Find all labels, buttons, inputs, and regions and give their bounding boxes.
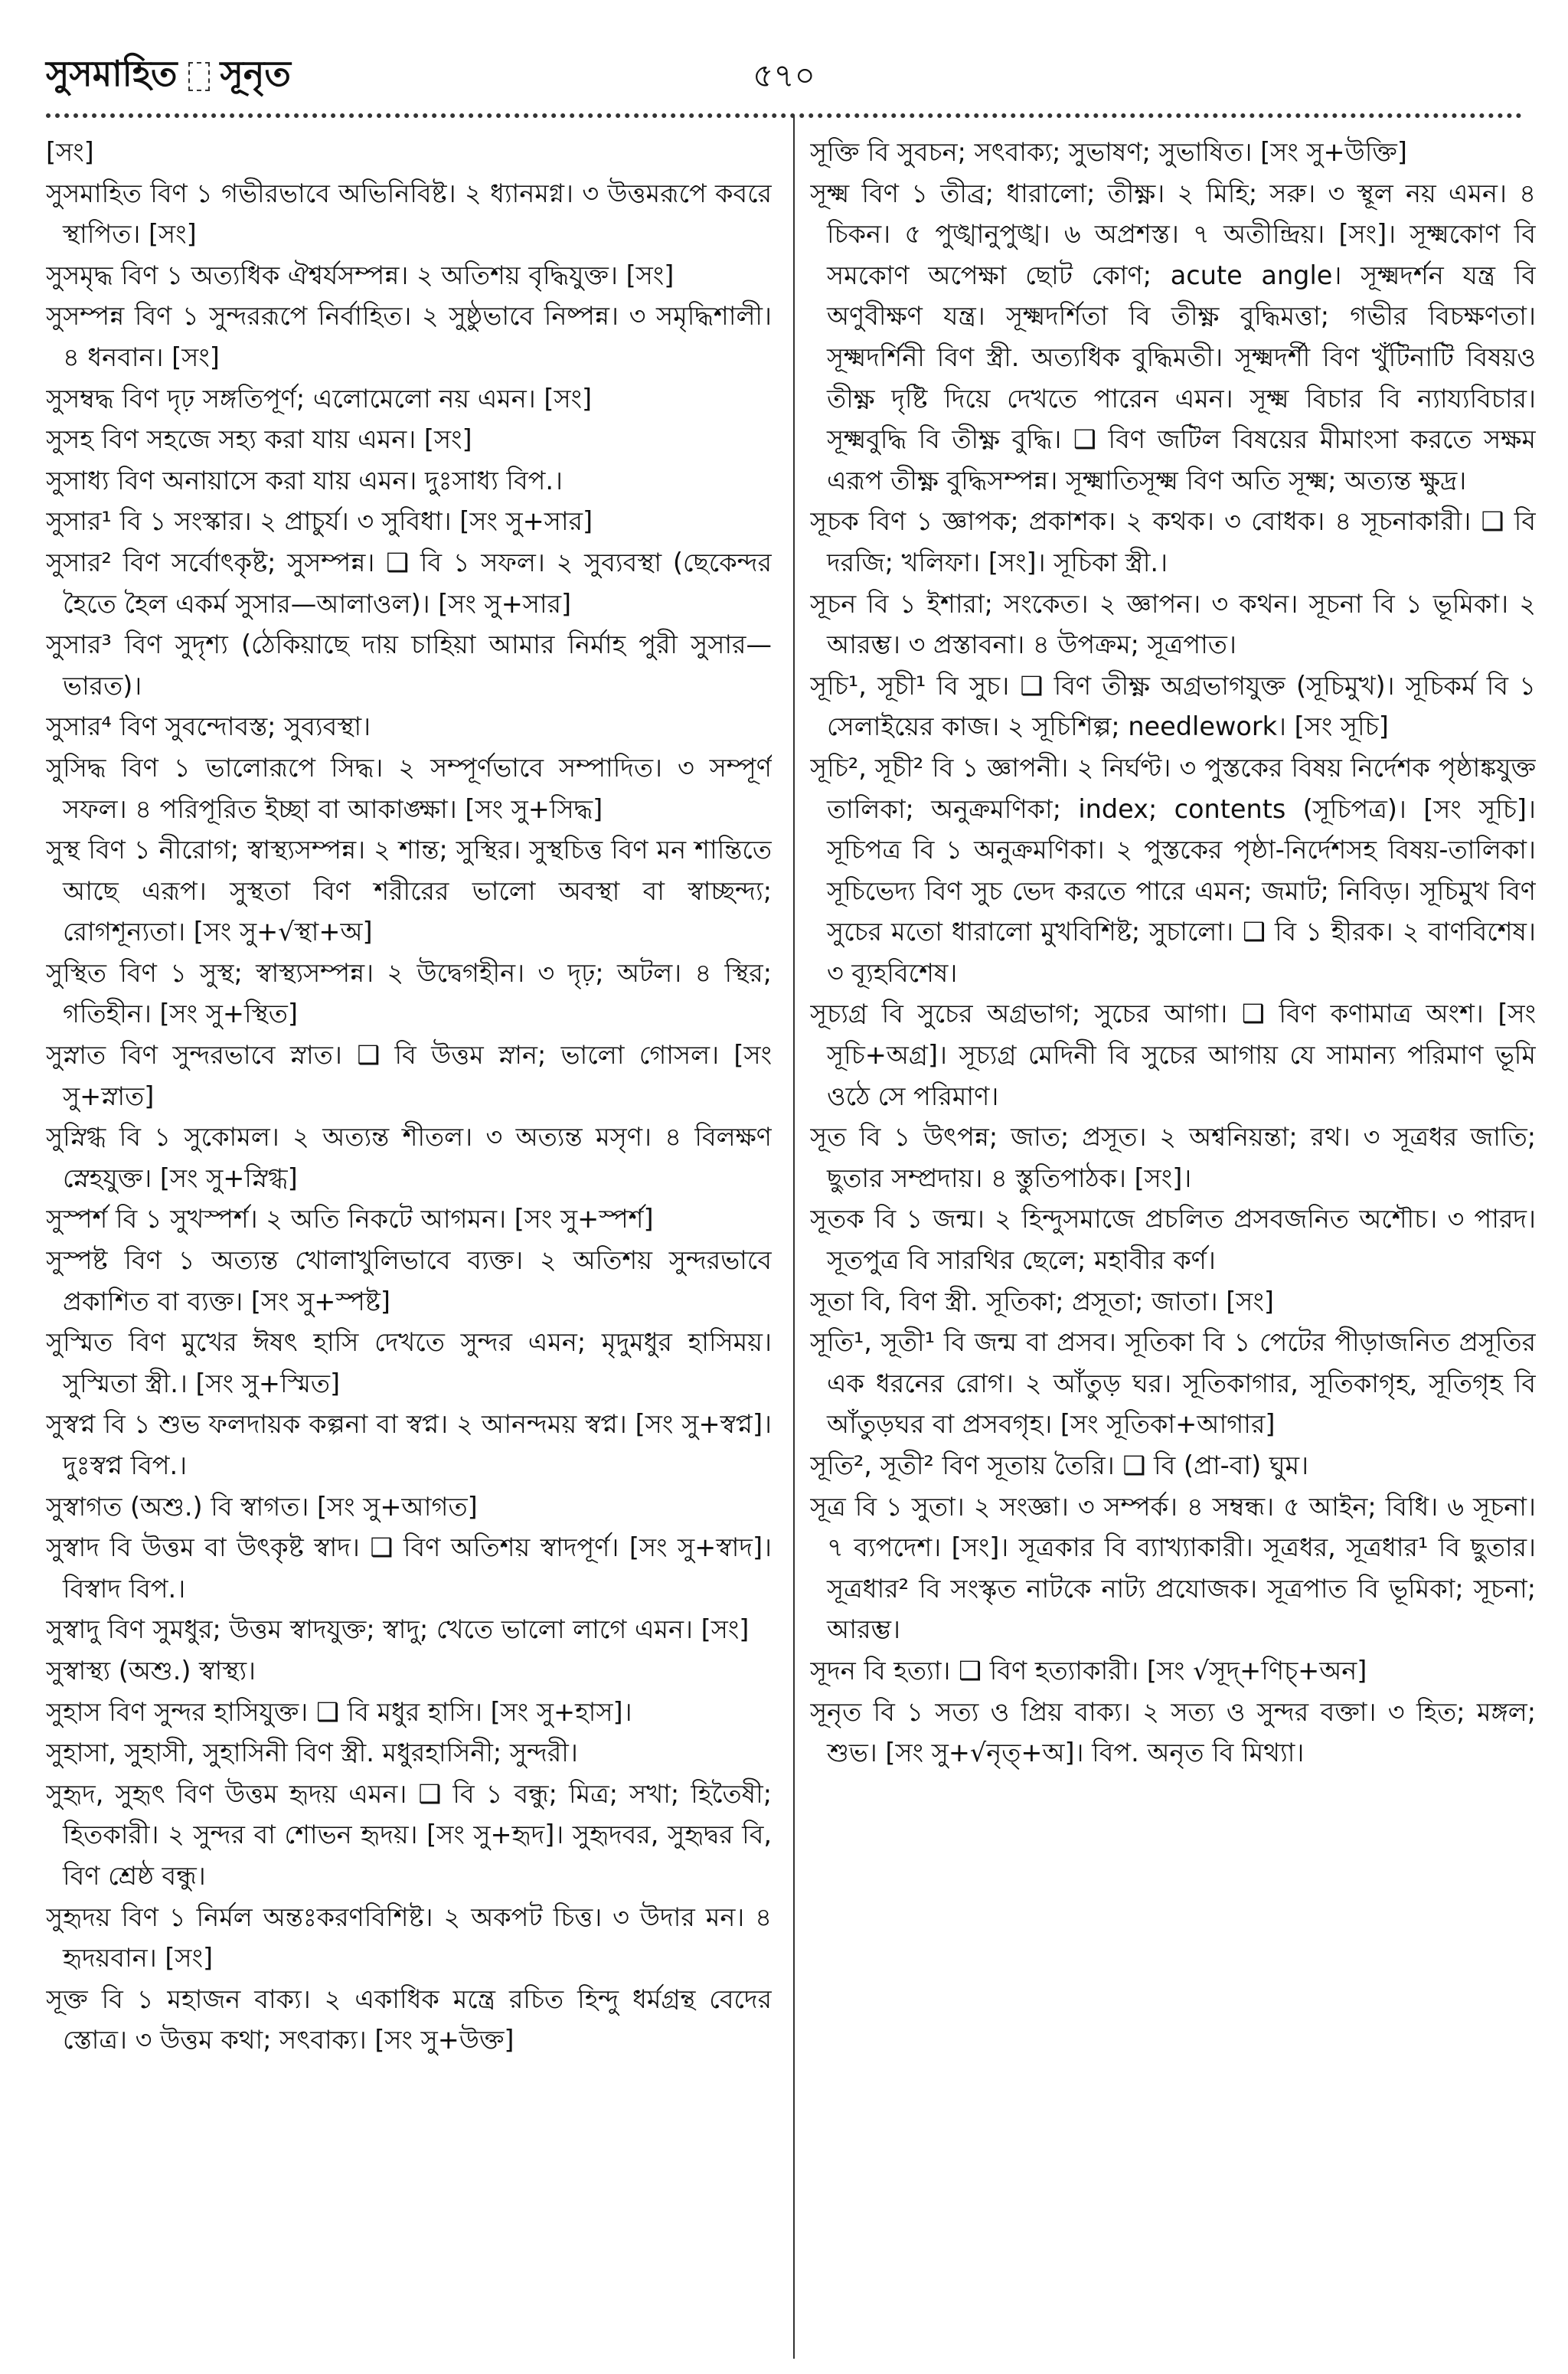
dictionary-entry: সুহৃদ, সুহৃৎ বিণ উত্তম হৃদয় এমন। ❑ বি ১ বন্ধু; মিত্র; সখা; হিতৈষী; হিতকারী। ২ সুন্দর বা শোভন হৃদয়। [সং সু+হৃদ]। সুহৃদবর, সুহৃদ্বর বি, বিণ শ্রেষ্ঠ বন্ধু। xyxy=(46,1778,772,1891)
dictionary-entry: সুস্বাগত (অশু.) বি স্বাগত। [সং সু+আগত] xyxy=(46,1491,478,1522)
dictionary-entry: সূচ্যগ্র বি সুচের অগ্রভাগ; সুচের আগা। ❑ বিণ কণামাত্র অংশ। [সং সূচি+অগ্র]। সূচ্যগ্র মেদিনী বি সুচের আগায় যে সামান্য পরিমাণ ভূমি ওঠে সে পরিমাণ। xyxy=(810,999,1536,1111)
page-header xyxy=(46,25,1522,101)
page-number: ৫৭০ xyxy=(753,57,815,94)
dictionary-entry: সুহৃদয় বিণ ১ নির্মল অন্তঃকরণবিশিষ্ট। ২ অকপট চিত্ত। ৩ উদার মন। ৪ হৃদয়বান। [সং] xyxy=(46,1901,772,1973)
dictionary-entry: সুস্বাস্থ্য (অশু.) স্বাস্থ্য। xyxy=(46,1655,256,1686)
guide-word-first: সুসমাহিত xyxy=(46,53,178,94)
dictionary-entry: সুস্নিগ্ধ বি ১ সুকোমল। ২ অত্যন্ত শীতল। ৩ অত্যন্ত মসৃণ। ৪ বিলক্ষণ স্নেহযুক্ত। [সং সু+স্নিগ্ধ] xyxy=(46,1122,772,1193)
dictionary-entry: সুসমৃদ্ধ বিণ ১ অত্যধিক ঐশ্বর্যসম্পন্ন। ২ অতিশয় বৃদ্ধিযুক্ত। [সং] xyxy=(46,260,675,290)
dictionary-entry: সুস্বাদ বি উত্তম বা উৎকৃষ্ট স্বাদ। ❑ বিণ অতিশয় স্বাদপূর্ণ। [সং সু+স্বাদ]। বিস্বাদ বিপ.। xyxy=(46,1532,772,1604)
dictionary-entry: সূত্র বি ১ সুতা। ২ সংজ্ঞা। ৩ সম্পর্ক। ৪ সম্বন্ধ। ৫ আইন; বিধি। ৬ সূচনা। ৭ ব্যপদেশ। [সং]। সূত্রকার বি ব্যাখ্যাকারী। সূত্রধর, সূত্রধার¹ বি ছুতার। সূত্রধার² বি সংস্কৃত নাটকে নাট্য প্রযোজক। সূত্রপাত বি ভূমিকা; সূচনা; আরম্ভ। xyxy=(810,1491,1536,1645)
dictionary-entry: সুসহ বিণ সহজে সহ্য করা যায় এমন। [সং] xyxy=(46,424,472,455)
dictionary-entry: সূতি¹, সূতী¹ বি জন্ম বা প্রসব। সূতিকা বি ১ পেটের পীড়াজনিত প্রসূতির এক ধরনের রোগ। ২ আঁতুড় ঘর। সূতিকাগার, সূতিকাগৃহ, সূতিগৃহ বি আঁতুড়ঘর বা প্রসবগৃহ। [সং সূতিকা+আগার] xyxy=(810,1327,1536,1440)
dictionary-entry: সুসার³ বিণ সুদৃশ্য (ঠেকিয়াছে দায় চাহিয়া আমার নির্মাহ পুরী সুসার—ভারত)। xyxy=(46,629,772,701)
dictionary-entry: সুস্পষ্ট বিণ ১ অত্যন্ত খোলাখুলিভাবে ব্যক্ত। ২ অতিশয় সুন্দরভাবে প্রকাশিত বা ব্যক্ত। [সং সু+স্পষ্ট] xyxy=(46,1245,772,1316)
dictionary-entry: সূতা বি, বিণ স্ত্রী. সূতিকা; প্রসূতা; জাতা। [সং] xyxy=(810,1286,1274,1316)
dictionary-entry: সূত বি ১ উৎপন্ন; জাত; প্রসূত। ২ অশ্বনিয়ন্তা; রথ। ৩ সূত্রধর জাতি; ছুতার সম্প্রদায়। ৪ স্তুতিপাঠক। [সং]। xyxy=(810,1122,1536,1193)
dictionary-entry: সুসম্বদ্ধ বিণ দৃঢ় সঙ্গতিপূর্ণ; এলোমেলো নয় এমন। [সং] xyxy=(46,383,593,414)
dictionary-entry: [সং] xyxy=(46,137,94,167)
dictionary-entry: সুসাধ্য বিণ অনায়াসে করা যায় এমন। দুঃসাধ্য বিপ.। xyxy=(46,465,564,495)
header-rule xyxy=(46,113,1522,118)
dictionary-entry: সূক্ত বি ১ মহাজন বাক্য। ২ একাধিক মন্ত্রে রচিত হিন্দু ধর্মগ্রন্থ বেদের স্তোত্র। ৩ উত্তম কথা; সৎবাক্য। [সং সু+উক্ত] xyxy=(46,1983,772,2055)
dictionary-entry: সুস্নাত বিণ সুন্দরভাবে স্নাত। ❑ বি উত্তম স্নান; ভালো গোসল। [সং সু+স্নাত] xyxy=(46,1040,772,1111)
dictionary-entry: সুহাস বিণ সুন্দর হাসিযুক্ত। ❑ বি মধুর হাসি। [সং সু+হাস]। xyxy=(46,1696,632,1727)
dictionary-entry: সূচক বিণ ১ জ্ঞাপক; প্রকাশক। ২ কথক। ৩ বোধক। ৪ সূচনাকারী। ❑ বি দরজি; খলিফা। [সং]। সূচিকা স্ত্রী.। xyxy=(810,506,1536,577)
column-divider xyxy=(793,115,795,2359)
dictionary-entry: সূদন বি হত্যা। ❑ বিণ হত্যাকারী। [সং √সূদ্+ণিচ্+অন] xyxy=(810,1655,1367,1686)
dictionary-entry: সুস্থ বিণ ১ নীরোগ; স্বাস্থ্যসম্পন্ন। ২ শান্ত; সুস্থির। সুস্থচিত্ত বিণ মন শান্তিতে আছে এরূপ। সুস্থতা বিণ শরীরের ভালো অবস্থা বা স্বাচ্ছন্দ্য; রোগশূন্যতা। [সং সু+√স্থা+অ] xyxy=(46,835,772,947)
dictionary-entry: সুস্বাদু বিণ সুমধুর; উত্তম স্বাদযুক্ত; স্বাদু; খেতে ভালো লাগে এমন। [সং] xyxy=(46,1614,750,1645)
dictionary-entry: সুস্মিত বিণ মুখের ঈষৎ হাসি দেখতে সুন্দর এমন; মৃদুমধুর হাসিময়। সুস্মিতা স্ত্রী.। [সং সু+স্মিত] xyxy=(46,1327,772,1398)
guide-word-last: সূনৃত xyxy=(220,53,291,94)
dictionary-entry: সুসমাহিত বিণ ১ গভীরভাবে অভিনিবিষ্ট। ২ ধ্যানমগ্ন। ৩ উত্তমরূপে কবরে স্থাপিত। [সং] xyxy=(46,178,772,250)
dictionary-entry: সূতি², সূতী² বিণ সূতায় তৈরি। ❑ বি (প্রা-বা) ঘুম। xyxy=(810,1450,1309,1480)
dictionary-entry: সুসার² বিণ সর্বোৎকৃষ্ট; সুসম্পন্ন। ❑ বি ১ সফল। ২ সুব্যবস্থা (ছেকেন্দর হৈতে হৈল একর্ম সুসার—আলাওল)। [সং সু+সার] xyxy=(46,547,772,619)
dictionary-entry: সুসার⁴ বিণ সুবন্দোবস্ত; সুব্যবস্থা। xyxy=(46,711,371,742)
left-column xyxy=(46,132,772,2345)
dictionary-entry: সুস্থিত বিণ ১ সুস্থ; স্বাস্থ্যসম্পন্ন। ২ উদ্বেগহীন। ৩ দৃঢ়; অটল। ৪ স্থির; গতিহীন। [সং সু+স্থিত] xyxy=(46,957,772,1029)
dictionary-entry: সূক্তি বি সুবচন; সৎবাক্য; সুভাষণ; সুভাষিত। [সং সু+উক্তি] xyxy=(810,137,1407,167)
dictionary-entry: সূনৃত বি ১ সত্য ও প্রিয় বাক্য। ২ সত্য ও সুন্দর বক্তা। ৩ হিত; মঙ্গল; শুভ। [সং সু+√নৃত্+অ]। বিপ. অনৃত বি মিথ্যা। xyxy=(810,1696,1536,1768)
dictionary-entry: সুসার¹ বি ১ সংস্কার। ২ প্রাচুর্য। ৩ সুবিধা। [সং সু+সার] xyxy=(46,506,593,537)
dictionary-entry: সূচি², সূচী² বি ১ জ্ঞাপনী। ২ নির্ঘণ্ট। ৩ পুস্তকের বিষয় নির্দেশক পৃষ্ঠাঙ্কযুক্ত তালিকা; অনুক্রমণিকা; index; contents (সূচিপত্র)। [সং সূচি]। সূচিপত্র বি ১ অনুক্রমণিকা। ২ পুস্তকের পৃষ্ঠা-নির্দেশসহ বিষয়-তালিকা। সূচিভেদ্য বিণ সুচ ভেদ করতে পারে এমন; জমাট; নিবিড়। সূচিমুখ বিণ সুচের মতো ধারালো মুখবিশিষ্ট; সুচালো। ❑ বি ১ হীরক। ২ বাণবিশেষ। ৩ ব্যূহবিশেষ। xyxy=(810,752,1536,988)
dictionary-entry: সূক্ষ্ম বিণ ১ তীব্র; ধারালো; তীক্ষ্ণ। ২ মিহি; সরু। ৩ স্থূল নয় এমন। ৪ চিকন। ৫ পুঙ্খানুপুঙ্খ। ৬ অপ্রশস্ত। ৭ অতীন্দ্রিয়। [সং]। সূক্ষ্মকোণ বি সমকোণ অপেক্ষা ছোট কোণ; acute angle। সূক্ষ্মদর্শন যন্ত্র বি অণুবীক্ষণ যন্ত্র। সূক্ষ্মদর্শিতা বি তীক্ষ্ণ বুদ্ধিমত্তা; গভীর বিচক্ষণতা। সূক্ষ্মদর্শিনী বিণ স্ত্রী. অত্যধিক বুদ্ধিমতী। সূক্ষ্মদর্শী বিণ খুঁটিনাটি বিষয়ও তীক্ষ্ণ দৃষ্টি দিয়ে দেখতে পারেন এমন। সূক্ষ্ম বিচার বি ন্যায্যবিচার। সূক্ষ্মবুদ্ধি বি তীক্ষ্ণ বুদ্ধি। ❑ বিণ জটিল বিষয়ের মীমাংসা করতে সক্ষম এরূপ তীক্ষ্ণ বুদ্ধিসম্পন্ন। সূক্ষ্মাতিসূক্ষ্ম বিণ অতি সূক্ষ্ম; অত্যন্ত ক্ষুদ্র। xyxy=(810,178,1536,495)
dictionary-entry: সূতক বি ১ জন্ম। ২ হিন্দুসমাজে প্রচলিত প্রসবজনিত অশৌচ। ৩ পারদ। সূতপুত্র বি সারথির ছেলে; মহাবীর কর্ণ। xyxy=(810,1204,1536,1276)
dictionary-entry: সুস্পর্শ বি ১ সুখস্পর্শ। ২ অতি নিকটে আগমন। [সং সু+স্পর্শ] xyxy=(46,1204,654,1234)
dictionary-entry: সূচন বি ১ ইশারা; সংকেত। ২ জ্ঞাপন। ৩ কথন। সূচনা বি ১ ভূমিকা। ২ আরম্ভ। ৩ প্রস্তাবনা। ৪ উপক্রম; সূত্রপাত। xyxy=(810,588,1536,660)
right-column xyxy=(810,132,1536,2345)
dictionary-entry: সুসম্পন্ন বিণ ১ সুন্দররূপে নির্বাহিত। ২ সুষ্ঠুভাবে নিষ্পন্ন। ৩ সমৃদ্ধিশালী। ৪ ধনবান। [সং] xyxy=(46,301,772,372)
dictionary-entry: সুস্বপ্ন বি ১ শুভ ফলদায়ক কল্পনা বা স্বপ্ন। ২ আনন্দময় স্বপ্ন। [সং সু+স্বপ্ন]। দুঃস্বপ্ন বিপ.। xyxy=(46,1409,772,1480)
dictionary-entry: সুহাসা, সুহাসী, সুহাসিনী বিণ স্ত্রী. মধুরহাসিনী; সুন্দরী। xyxy=(46,1738,578,1768)
dictionary-entry: সূচি¹, সূচী¹ বি সুচ। ❑ বিণ তীক্ষ্ণ অগ্রভাগযুক্ত (সূচিমুখ)। সূচিকর্ম বি ১ সেলাইয়ের কাজ। ২ সূচিশিল্প; needlework। [সং সূচি] xyxy=(810,670,1536,742)
dictionary-entry: সুসিদ্ধ বিণ ১ ভালোরূপে সিদ্ধ। ২ সম্পূর্ণভাবে সম্পাদিত। ৩ সম্পূর্ণ সফল। ৪ পরিপূরিত ইচ্ছা বা আকাঙ্ক্ষা। [সং সু+সিদ্ধ] xyxy=(46,752,772,824)
